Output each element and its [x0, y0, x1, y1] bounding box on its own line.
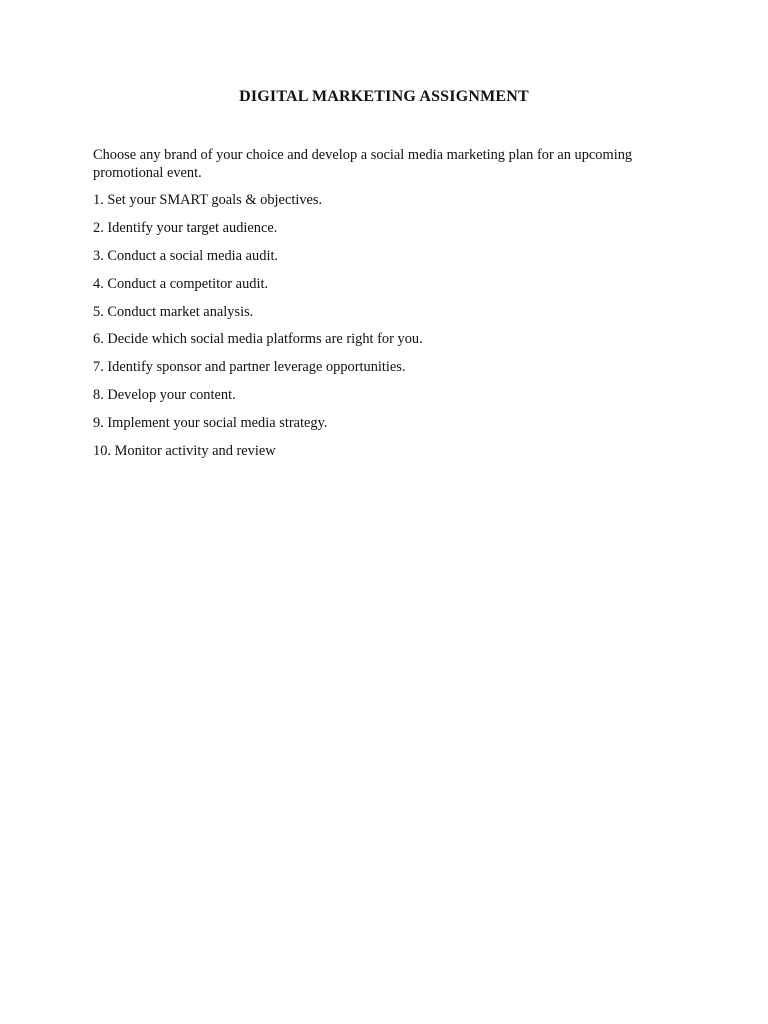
steps-list — [93, 192, 423, 471]
step-item: 6. Decide which social media platforms are right for you. — [93, 331, 423, 348]
step-item: 4. Conduct a competitor audit. — [93, 275, 269, 292]
step-item: 1. Set your SMART goals & objectives. — [93, 192, 323, 208]
step-item: 3. Conduct a social media audit. — [93, 247, 279, 264]
step-item: 9. Implement your social media strategy. — [93, 415, 328, 432]
step-item: 7. Identify sponsor and partner leverage opportunities. — [93, 359, 406, 376]
step-item: 2. Identify your target audience. — [93, 219, 278, 236]
step-item: 5. Conduct market analysis. — [93, 303, 254, 320]
step-item: 10. Monitor activity and review — [93, 443, 276, 460]
step-item: 8. Develop your content. — [93, 387, 236, 404]
assignment-intro: Choose any brand of your choice and develop a social media marketing plan for an upcoming promotional event. — [93, 147, 633, 181]
document-title: DIGITAL MARKETING ASSIGNMENT — [239, 88, 529, 105]
